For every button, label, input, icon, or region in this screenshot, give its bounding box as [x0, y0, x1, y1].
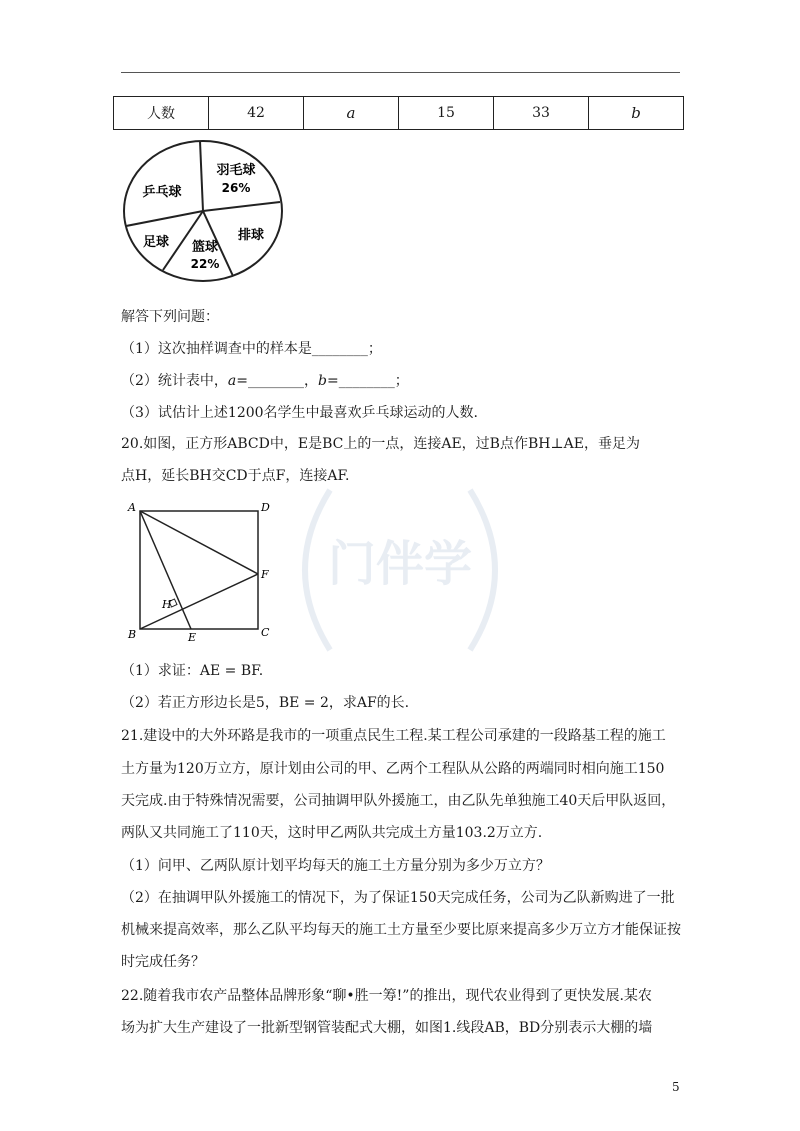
pie-label-volleyball: 排球: [237, 228, 265, 243]
pie-divider: [126, 211, 203, 226]
q20-text-line2: 点H，延长BH交CD于点F，连接AF.: [121, 468, 350, 484]
table-cell: 人数: [114, 97, 209, 130]
label-A: A: [128, 501, 136, 514]
q21-text-line4: 两队又共同施工了110天，这时甲乙两队共完成土方量103.2万立方.: [121, 825, 543, 841]
pie-pct-badminton: 26%: [221, 181, 251, 195]
label-B: B: [128, 628, 137, 641]
q19-part2-blank-a: =________，: [236, 373, 319, 389]
label-E: E: [188, 631, 197, 644]
q21-part1: （1）问甲、乙两队原计划平均每天的施工土方量分别为多少万立方？: [121, 858, 550, 874]
table-cell: 33: [494, 97, 589, 130]
q21-text-line1: 21.建设中的大外环路是我市的一项重点民生工程.某工程公司承建的一段路基工程的施工: [121, 728, 666, 744]
q21-part2-line1: （2）在抽调甲队外援施工的情况下，为了保证150天完成任务，公司为乙队新购进了一批: [121, 890, 675, 906]
q20-part2: （2）若正方形边长是5，BE = 2，求AF的长.: [121, 695, 410, 711]
svg-text:门伴学: 门伴学: [327, 536, 473, 592]
table-cell: 15: [399, 97, 494, 130]
header-rule: [121, 72, 680, 73]
pie-label-basketball: 篮球: [191, 240, 219, 255]
label-H: H: [162, 598, 172, 611]
q21-text-line2: 土方量为120万立方，原计划由公司的甲、乙两个工程队从公路的两端同时相向施工150: [121, 761, 665, 777]
pie-label-pingpong: 乒乓球: [142, 185, 182, 200]
q19-part2-prefix: （2）统计表中，: [121, 373, 228, 389]
q19-part2: [121, 370, 409, 390]
table-cell: b: [589, 97, 684, 130]
label-C: C: [261, 626, 270, 639]
q21-text-line3: 天完成.由于特殊情况需要，公司抽调甲队外援施工，由乙队先单独施工40天后甲队返回，: [121, 793, 676, 809]
q22-text-line2: 场为扩大生产建设了一批新型钢管装配式大棚，如图1.线段AB，BD分别表示大棚的墙: [121, 1020, 653, 1036]
q19-intro: 解答下列问题：: [121, 309, 219, 325]
square-figure: [118, 496, 278, 646]
var-b: b: [318, 373, 327, 389]
table-cell: 42: [209, 97, 304, 130]
pie-chart: [118, 136, 288, 286]
table-row: [114, 97, 684, 130]
q19-part2-blank-b: =________；: [326, 373, 409, 389]
label-D: D: [261, 501, 270, 514]
pie-pct-basketball: 22%: [190, 257, 220, 271]
q19-part3: （3）试估计上述1200名学生中最喜欢乒乓球运动的人数.: [121, 405, 478, 421]
page-number: 5: [672, 1080, 680, 1094]
q21-part2-line2: 机械来提高效率，那么乙队平均每天的施工土方量至少要比原来提高多少万立方才能保证按: [121, 922, 681, 938]
var-a: a: [227, 373, 237, 389]
label-F: F: [261, 568, 269, 581]
pie-label-football: 足球: [142, 235, 170, 250]
pie-divider: [203, 202, 280, 211]
pie-label-badminton: 羽毛球: [216, 163, 256, 178]
pie-divider: [200, 141, 203, 211]
q22-text-line1: 22.随着我市农产品整体品牌形象“聊•胜一筹!”的推出，现代农业得到了更快发展.某农: [121, 988, 652, 1004]
q19-part1: （1）这次抽样调查中的样本是________；: [121, 341, 382, 357]
q20-part1: （1）求证：AE = BF.: [121, 663, 264, 679]
stats-table: [113, 96, 684, 130]
q21-part2-line3: 时完成任务？: [121, 954, 205, 970]
table-cell: a: [304, 97, 399, 130]
q20-text-line1: 20.如图，正方形ABCD中，E是BC上的一点，连接AE，过B点作BH⊥AE，垂足为: [121, 436, 640, 452]
